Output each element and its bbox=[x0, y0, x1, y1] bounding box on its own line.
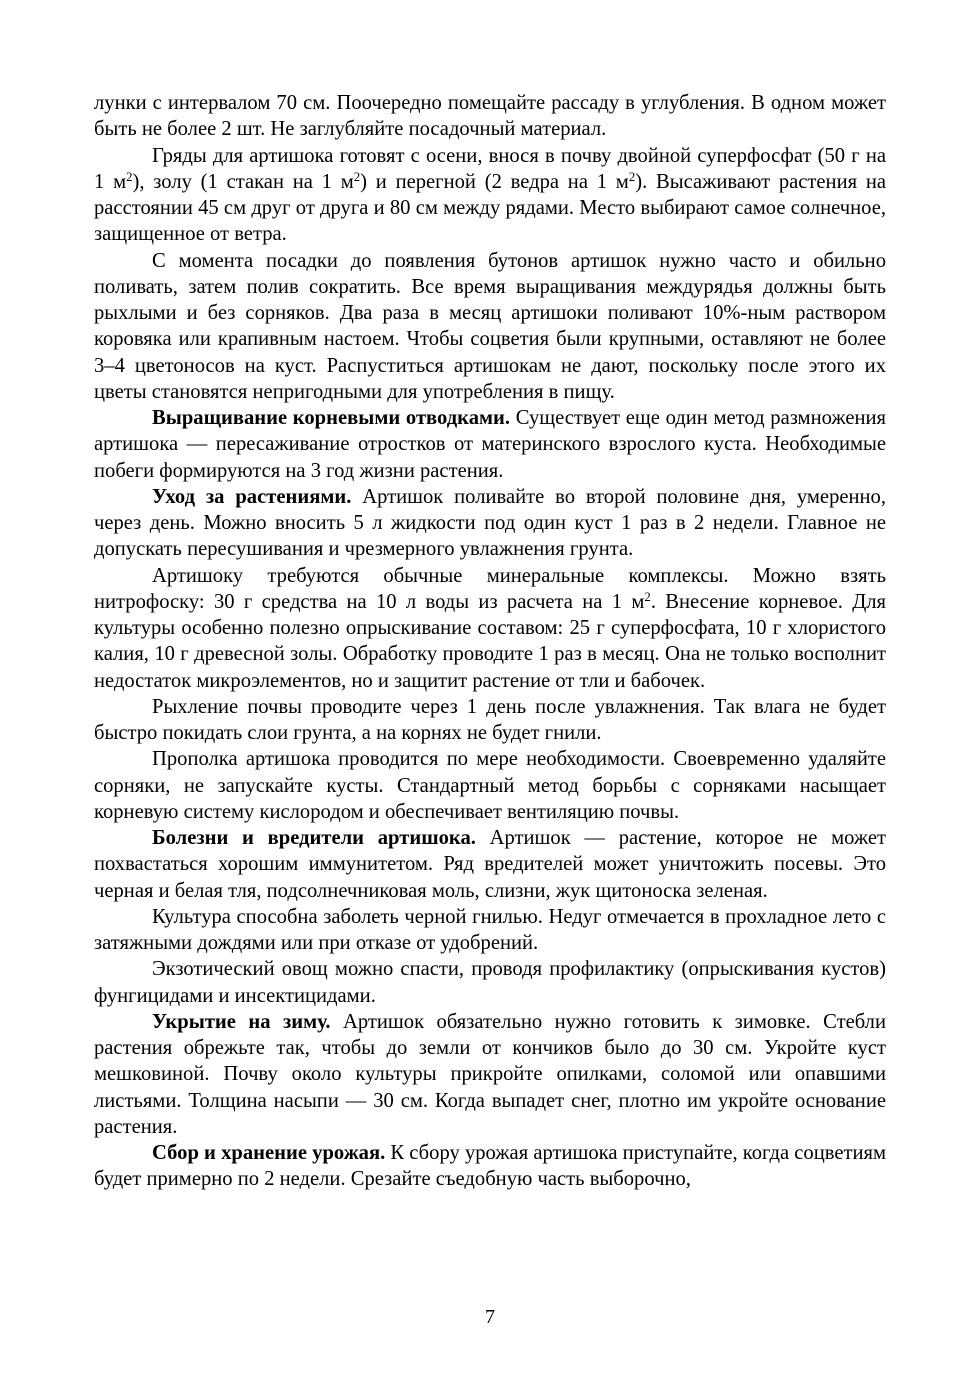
section-heading: Сбор и хранение урожая. bbox=[152, 1142, 386, 1164]
superscript: 2 bbox=[628, 169, 636, 184]
paragraph-text: ), золу (1 стакан на 1 м bbox=[132, 170, 354, 193]
section-heading: Уход за растениями. bbox=[152, 485, 352, 508]
paragraph-text: Существует еще один метод размножения артишока — пересаживание отростков от материнского взрослого куста. Необходимые побеги формируются на 3 год жизни растения. bbox=[94, 407, 887, 482]
paragraph-text: Артишок поливайте во второй половине дня, умеренно, через день. Можно вносить 5 л жидкости под один куст 1 раз в 2 недели. Главное не допускать пересушивания и чрезмерного увлажнения грунта. bbox=[94, 485, 886, 561]
paragraph-text: Культура способна заболеть черной гнилью. Недуг отмечается в прохладное лето с затяжными дождями или при отказе от удобрений. bbox=[94, 905, 886, 954]
paragraph-diseases-pests bbox=[94, 825, 886, 904]
paragraph-text: Артишок — растение, которое не может похвастаться хорошим иммунитетом. Ряд вредителей может уничтожить посевы. Это черная и белая тля, подсолнечниковая моль, слизни, жук щитоноска зеленая. bbox=[94, 827, 886, 902]
section-heading: Выращивание корневыми отводками. bbox=[152, 407, 511, 429]
section-heading: Болезни и вредители артишока. bbox=[152, 827, 476, 849]
paragraph-text: Артишоку требуются обычные минеральные комплексы. Можно взять нитрофоску: 30 г средства на 10 л воды из расчета на 1 м bbox=[94, 564, 886, 613]
paragraph-harvest-storage bbox=[94, 1140, 886, 1193]
paragraph-text: Гряды для артишока готовят с осени, внося в почву двойной суперфосфат (50 г на 1 м bbox=[94, 144, 886, 193]
paragraph-watering bbox=[94, 248, 886, 406]
paragraph-text: С момента посадки до появления бутонов артишок нужно часто и обильно поливать, затем полив сократить. Все время выращивания междурядья должны быть рыхлыми и без сорняков. Два раза в месяц артишоки поливают 10%-ным раствором коровяка или крапивным настоем. Чтобы соцветия были крупными, оставляют не более 3–4 цветоносов на куст. Распуститься артишокам не дают, поскольку после этого их цветы становятся непригодными для употребления в пищу. bbox=[94, 249, 886, 403]
paragraph-black-rot bbox=[94, 904, 886, 957]
paragraph-text: Рыхление почвы проводите через 1 день после увлажнения. Так влага не будет быстро покидать слои грунта, а на корнях не будет гнили. bbox=[94, 695, 886, 744]
paragraph-text: ) и перегной (2 ведра на 1 м bbox=[360, 170, 629, 193]
paragraph-text: . Внесение корневое. Для культуры особенно полезно опрыскивание составом: 25 г суперфосфата, 10 г хлористого калия, 10 г древесной золы. Обработку проводите 1 раз в месяц. Она не только восполнит недостаток микроэлементов, но и защитит растение от тли и бабочек. bbox=[94, 590, 886, 692]
paragraph-text: Прополка артишока проводится по мере необходимости. Своевременно удаляйте сорняки, не запускайте кусты. Стандартный метод борьбы с сорняками насыщает корневую систему кислородом и обеспечивает вентиляцию почвы. bbox=[94, 748, 886, 823]
paragraph-beds-preparation bbox=[94, 143, 886, 248]
superscript: 2 bbox=[353, 169, 361, 184]
paragraph-prevention bbox=[94, 956, 886, 1009]
paragraph-text: К сбору урожая артишока приступайте, когда соцветиям будет примерно по 2 недели. Срезайте съедобную часть выборочно, bbox=[94, 1142, 886, 1191]
paragraph-weeding bbox=[94, 746, 886, 825]
paragraph-root-cuttings bbox=[94, 405, 886, 484]
superscript: 2 bbox=[644, 589, 651, 604]
paragraph-text: ). Высаживают растения на расстоянии 45 см друг от друга и 80 см между рядами. Место выбирают самое солнечное, защищенное от ветра. bbox=[94, 170, 887, 246]
paragraph-winter-cover bbox=[94, 1009, 886, 1140]
superscript: 2 bbox=[126, 169, 133, 184]
paragraph-text: Артишок обязательно нужно готовить к зимовке. Стебли растения обрежьте так, чтобы до земли от кончиков было до 30 см. Укройте куст мешковиной. Почву около культуры прикройте опилками, соломой или опавшими листьями. Толщина насыпи — 30 см. Когда выпадет снег, плотно им укройте основание растения. bbox=[94, 1010, 886, 1138]
page-number: 7 bbox=[485, 1306, 495, 1328]
section-heading: Укрытие на зиму. bbox=[152, 1010, 331, 1033]
paragraph-loosening bbox=[94, 694, 886, 747]
paragraph-fertilizers bbox=[94, 563, 886, 694]
paragraph-text: лунки с интервалом 70 см. Поочередно помещайте рассаду в углубления. В одном может быть не более 2 шт. Не заглубляйте посадочный материал. bbox=[94, 92, 886, 141]
paragraph-planting-holes bbox=[94, 90, 886, 143]
paragraph-plant-care bbox=[94, 484, 886, 563]
paragraph-text: Экзотический овощ можно спасти, проводя профилактику (опрыскивания кустов) фунгицидами и инсектицидами. bbox=[94, 958, 886, 1007]
page-body bbox=[94, 90, 886, 1193]
